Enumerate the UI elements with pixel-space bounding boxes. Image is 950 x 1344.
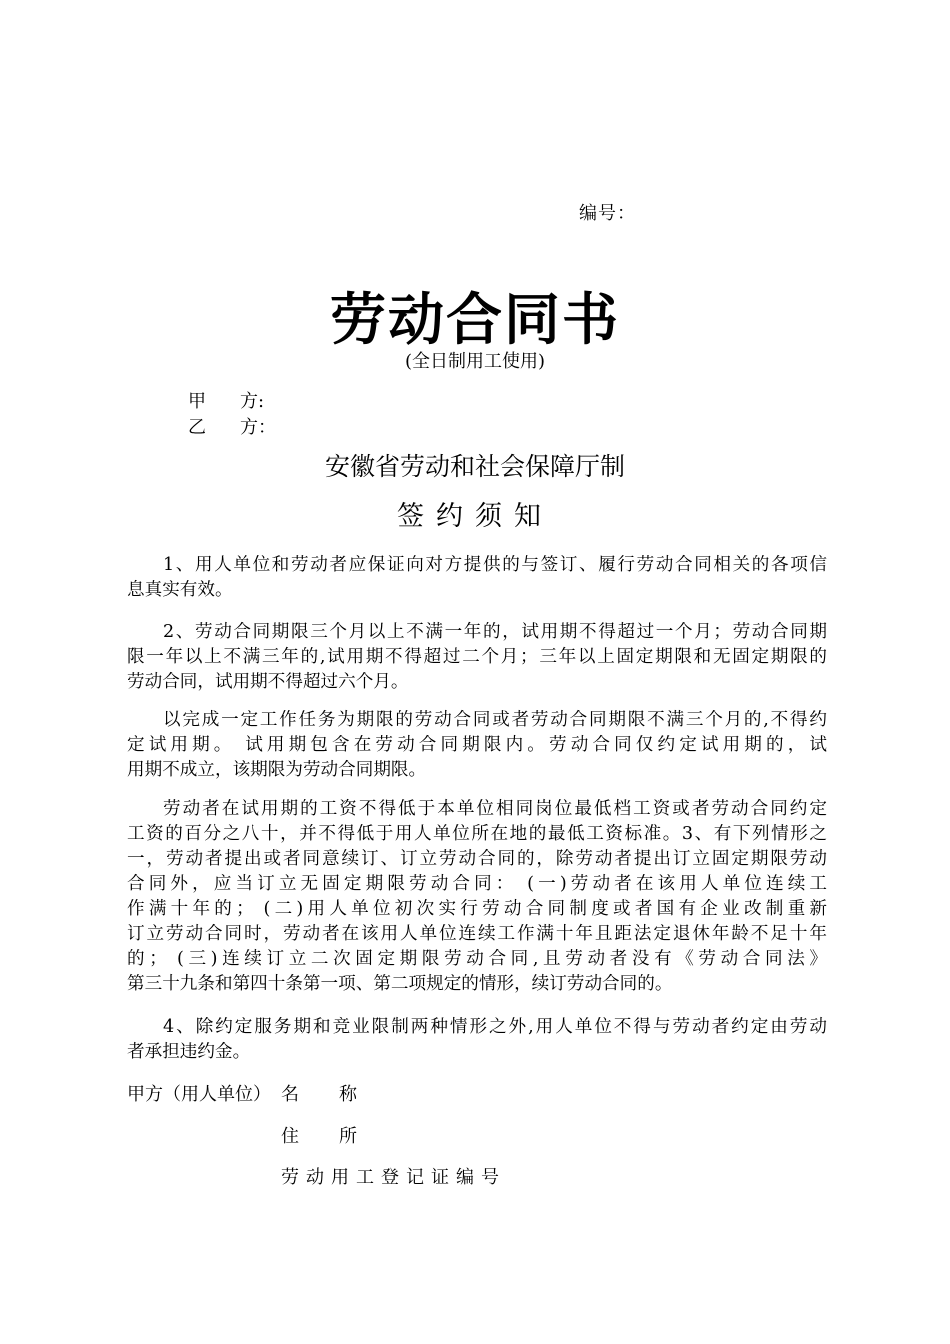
name-label-char: 称 [339, 1084, 357, 1105]
party-a-line [188, 387, 264, 413]
paragraph-line: 以完成一定工作任务为期限的劳动合同或者劳动合同期限不满三个月的,不得约 [163, 710, 827, 730]
notice-title: 签约须知 [397, 501, 553, 532]
paragraph-line: 的； (三)连续订立二次固定期限劳动合同,且劳动者没有《劳动合同法》 [127, 949, 827, 969]
address-label-char: 住 [281, 1126, 299, 1147]
document-title: 劳动合同书 [330, 288, 620, 353]
party-b-line [188, 413, 276, 439]
paragraph-line: 劳动合同，试用期不得超过六个月。 [127, 672, 409, 692]
paragraph-line: 作满十年的； (二)用人单位初次实行劳动合同制度或者国有企业改制重新 [127, 899, 827, 919]
signature-address-field [281, 1122, 357, 1148]
party-a-key: 甲 [188, 391, 206, 412]
paragraph-line: 4、除约定服务期和竞业限制两种情形之外,用人单位不得与劳动者约定由劳动 [163, 1017, 827, 1037]
serial-number-label: 编号： [579, 203, 636, 224]
paragraph-line: 限一年以上不满三年的,试用期不得超过二个月；三年以上固定期限和无固定期限的 [127, 647, 827, 667]
address-label-char: 所 [339, 1126, 357, 1147]
document-subtitle: (全日制用工使用) [404, 351, 546, 372]
paragraph-line: 1、用人单位和劳动者应保证向对方提供的与签订、履行劳动合同相关的各项信 [163, 555, 827, 575]
party-b-value: 方： [240, 417, 276, 438]
paragraph-line: 合同外，应当订立无固定期限劳动合同： (一)劳动者在该用人单位连续工 [127, 874, 827, 894]
notice-paragraph-2 [127, 620, 827, 695]
paragraph-line: 第三十九条和第四十条第一项、第二项规定的情形，续订劳动合同的。 [127, 974, 673, 994]
notice-paragraph-1 [127, 553, 827, 603]
signature-party-label: 甲方（用人单位） [127, 1084, 271, 1105]
paragraph-line: 订立劳动合同时，劳动者在该用人单位连续工作满十年且距法定退休年龄不足十年 [127, 924, 827, 944]
paragraph-line: 工资的百分之八十，并不得低于用人单位所在地的最低工资标准。3、有下列情形之 [127, 824, 827, 844]
party-b-key: 乙 [188, 417, 206, 438]
paragraph-line: 息真实有效。 [127, 580, 233, 600]
notice-paragraph-5 [127, 1015, 827, 1065]
notice-paragraph-4 [127, 797, 827, 997]
paragraph-line: 用期不成立，该期限为劳动合同期限。 [127, 760, 427, 780]
name-label-char: 名 [281, 1084, 299, 1105]
paragraph-line: 定试用期。 试用期包含在劳动合同期限内。劳动合同仅约定试用期的，试 [127, 735, 827, 755]
notice-paragraph-3 [127, 708, 827, 783]
paragraph-line: 劳动者在试用期的工资不得低于本单位相同岗位最低档工资或者劳动合同约定 [163, 799, 827, 819]
paragraph-line: 一，劳动者提出或者同意续订、订立劳动合同的，除劳动者提出订立固定期限劳动 [127, 849, 827, 869]
party-a-value: 方: [240, 391, 265, 412]
paragraph-line: 2、劳动合同期限三个月以上不满一年的，试用期不得超过一个月；劳动合同期 [163, 622, 827, 642]
issuer-line: 安徽省劳动和社会保障厅制 [324, 452, 625, 481]
signature-name-field [281, 1080, 357, 1106]
paragraph-line: 者承担违约金。 [127, 1042, 251, 1062]
labor-registration-number-label: 劳动用工登记证编号 [281, 1167, 506, 1188]
